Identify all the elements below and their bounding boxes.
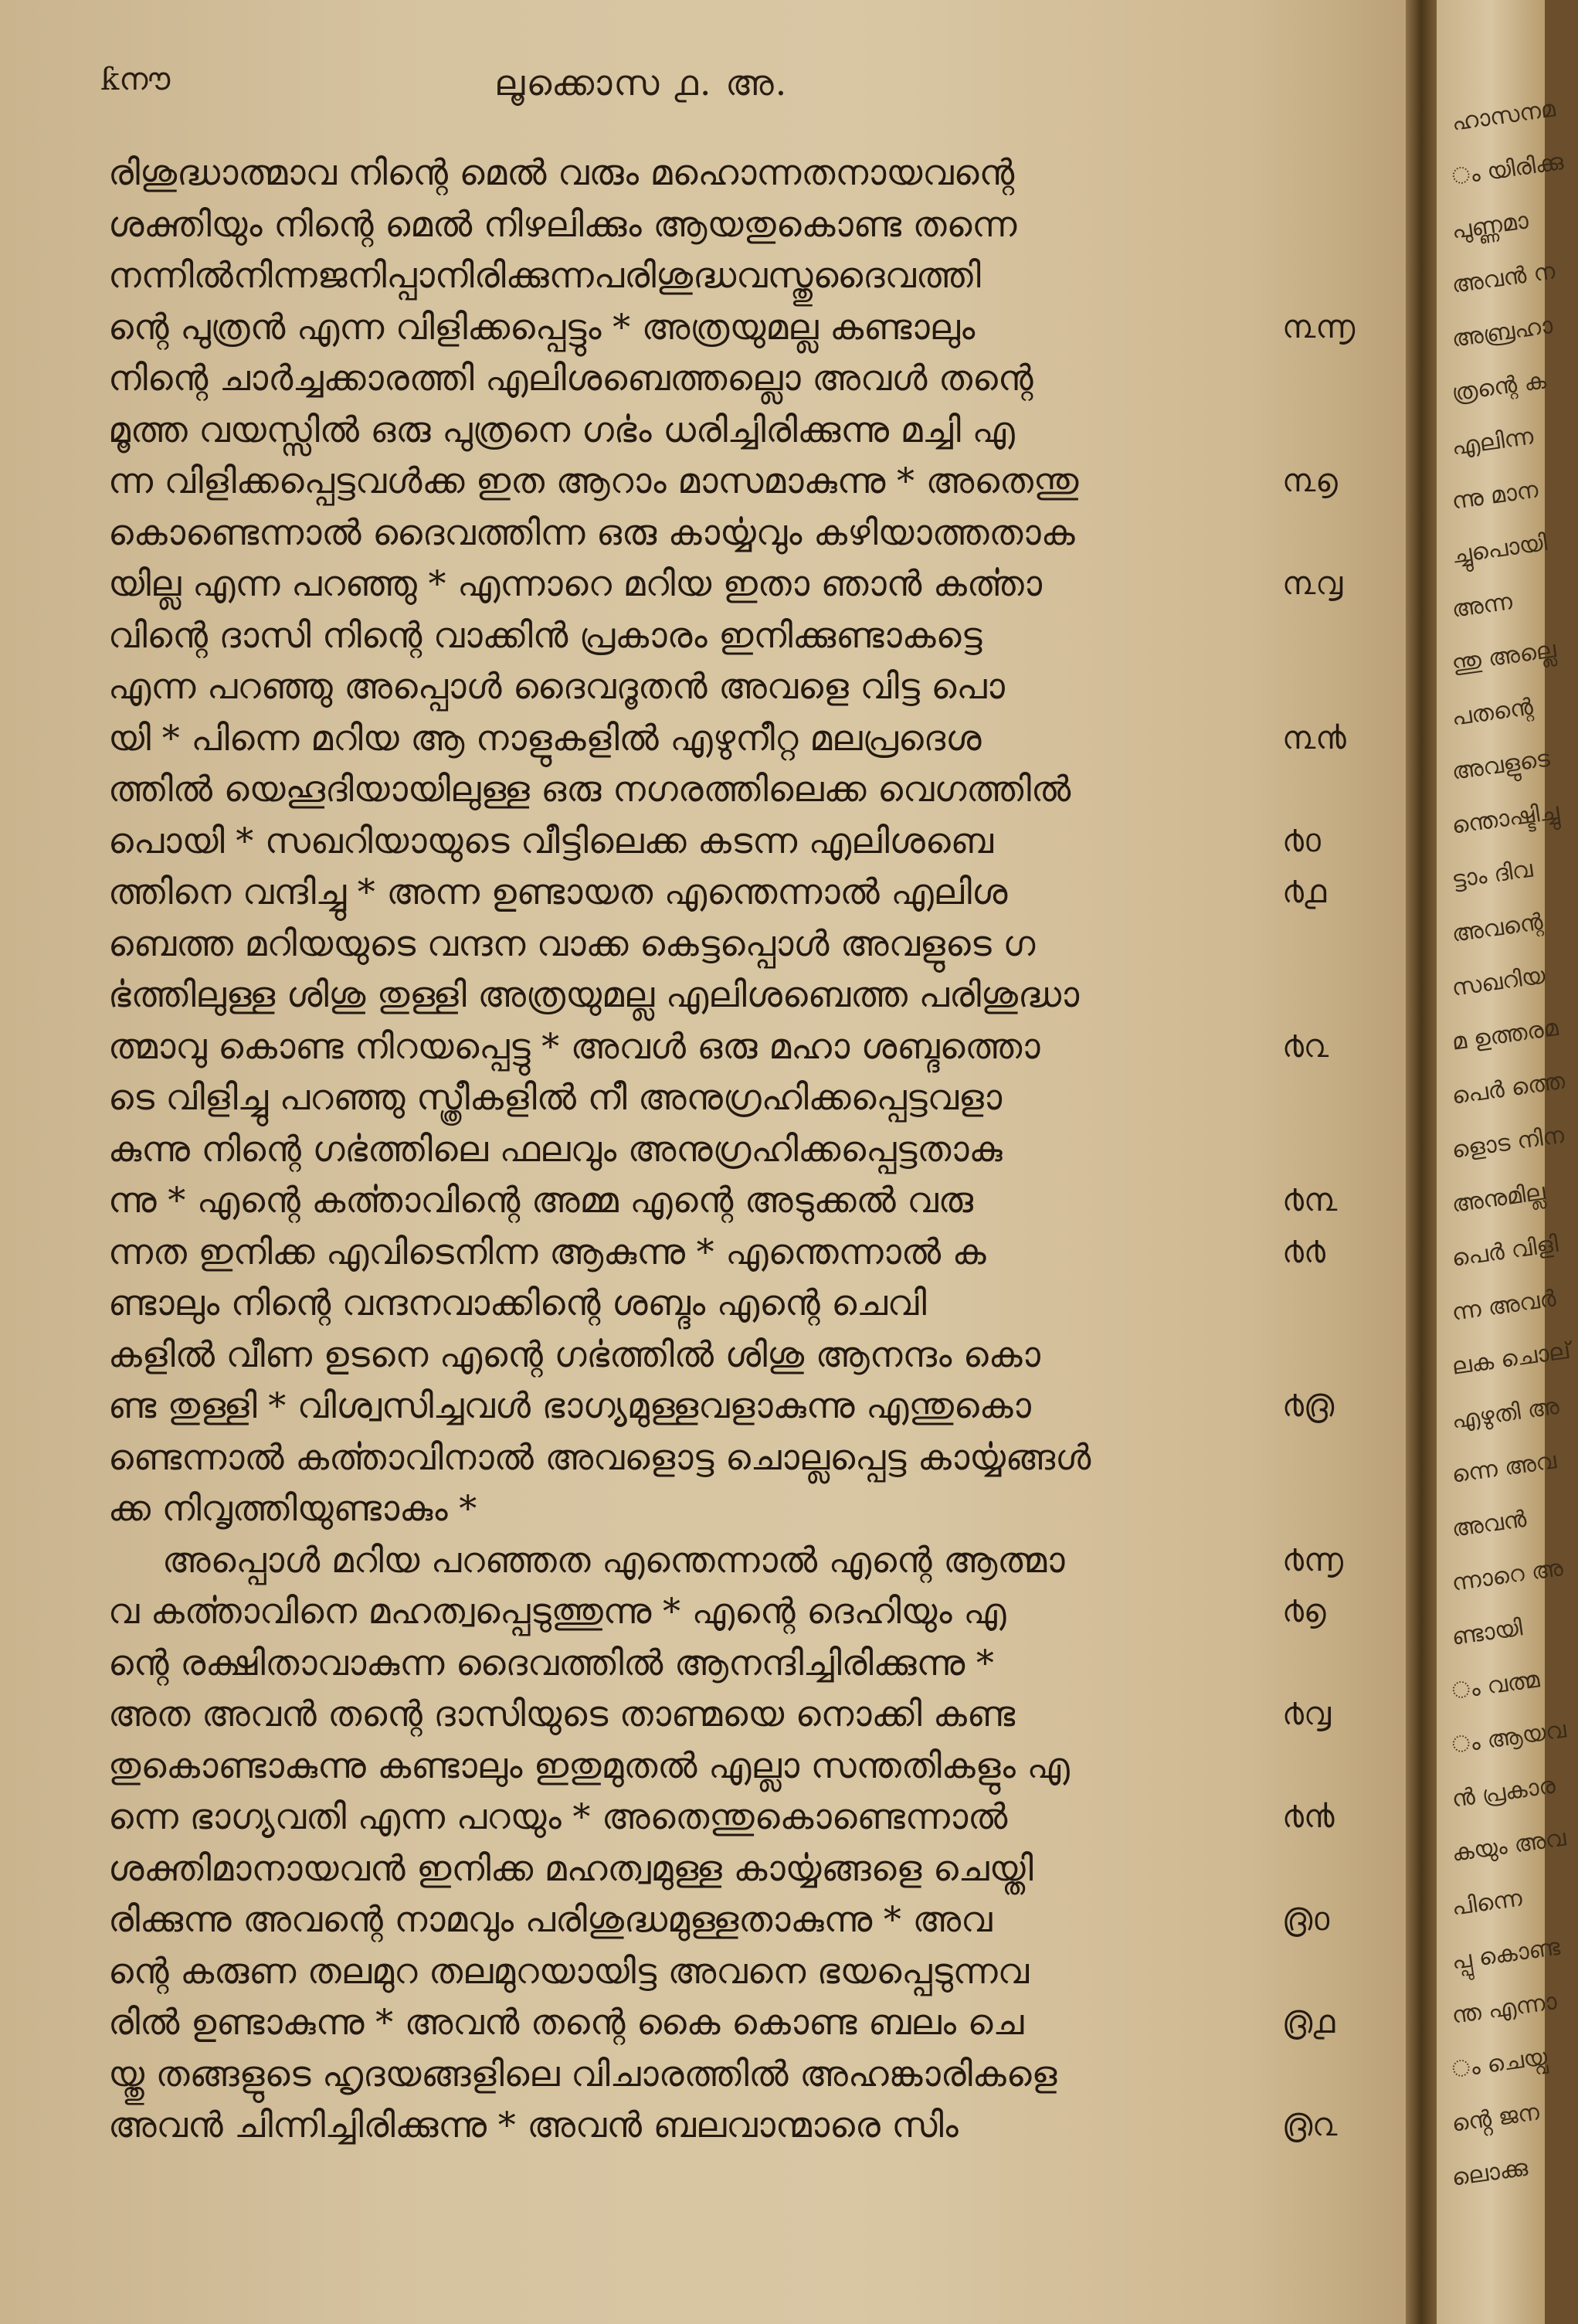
next-page-fragment: അവൻ ന xyxy=(1450,257,1557,299)
line-text: കൊണ്ടെന്നാൽ ദൈവത്തിന്ന ഒരു കാൎയ്യവും കഴിയാത്തതാക xyxy=(108,511,1075,553)
next-page-fragment: ച്ചുപൊയി xyxy=(1450,528,1549,569)
next-page-fragment: പതന്റെ xyxy=(1450,693,1535,732)
verse-number: ൫൨ xyxy=(1282,2105,1338,2143)
verse-number: ൪൫ xyxy=(1282,1386,1335,1424)
next-page-fragment: അവൻ xyxy=(1450,1505,1529,1543)
next-page-fragment: ന്നെ അവ xyxy=(1450,1447,1558,1489)
next-page-fragment: ന്നാറെ അ xyxy=(1450,1554,1565,1597)
line-text: ബെത്ത മറിയയുടെ വന്ദന വാക്ക കെട്ടപ്പൊൾ അവളുടെ ഗ xyxy=(108,922,1036,964)
verse-number: ൩൮ xyxy=(1282,564,1343,602)
next-page-fragment: ണ്ടായി xyxy=(1450,1614,1525,1651)
text-line xyxy=(108,1174,1383,1225)
next-page-fragment: ത്രന്റെ ക xyxy=(1450,367,1548,407)
verse-number: ൪൮ xyxy=(1282,1694,1331,1732)
text-line xyxy=(108,199,1383,250)
text-line xyxy=(108,969,1383,1020)
line-text: അത അവൻ തന്റെ ദാസിയുടെ താണ്മയെ നൊക്കി കണ്ട xyxy=(108,1693,1016,1735)
line-text: ക്ക നിവൃത്തിയുണ്ടാകും * xyxy=(108,1487,477,1529)
line-text: ന്റെ രക്ഷിതാവാകുന്ന ദൈവത്തിൽ ആനന്ദിച്ചിരിക്കുന്നു * xyxy=(108,1641,994,1684)
text-line xyxy=(108,1329,1383,1380)
line-text: അവൻ ചിന്നിച്ചിരിക്കുന്നു * അവൻ ബലവാന്മാരെ സിം xyxy=(108,2104,959,2146)
next-page-fragment: പെർ വിളി xyxy=(1450,1230,1560,1272)
text-line xyxy=(108,1534,1383,1585)
line-text: ൎഭത്തിലുള്ള ശിശു തുള്ളി അത്രയുമല്ല എലിശബെത്ത പരിശുദ്ധാ xyxy=(108,973,1080,1015)
next-page-fragment: ന്നു മാന xyxy=(1450,476,1540,515)
page-header xyxy=(100,62,1259,116)
line-text: വിന്റെ ദാസി നിന്റെ വാക്കിൻ പ്രകാരം ഇനിക്കുണ്ടാകട്ടെ xyxy=(108,613,982,656)
line-text: തുകൊണ്ടാകുന്നു കണ്ടാലും ഇതുമുതൽ എല്ലാ സന്തതികളും എ xyxy=(108,1744,1070,1786)
verse-number: ൩൯ xyxy=(1282,718,1346,756)
text-line xyxy=(108,2048,1383,2099)
text-line xyxy=(108,1894,1383,1945)
verse-number: ൩൭ xyxy=(1282,461,1338,499)
line-text: മൂത്ത വയസ്സിൽ ഒരു പുത്രനെ ഗൎഭം ധരിച്ചിരിക്കുന്നു മച്ചി എ xyxy=(108,408,1015,450)
line-text: ശക്തിയും നിന്റെ മെൽ നിഴലിക്കും ആയതുകൊണ്ട തന്നെ xyxy=(108,202,1017,245)
line-text: ന്റെ കരുണ തലമുറ തലമുറയായിട്ട അവനെ ഭയപ്പെടുന്നവ xyxy=(108,1949,1030,1992)
line-text: രിൽ ഉണ്ടാകുന്നു * അവൻ തന്റെ കൈ കൊണ്ട ബലം ചെ xyxy=(108,2001,1024,2043)
line-text: രിശുദ്ധാത്മാവ നിന്റെ മെൽ വരും മഹൊന്നതനായവന്റെ xyxy=(108,151,1015,193)
next-page-fragment: അബ്രഹാ xyxy=(1450,311,1555,353)
text-line xyxy=(108,1432,1383,1483)
line-text: ന്ന വിളിക്കപ്പെട്ടവൾക്ക ഇത ആറാം മാസമാകുന്നു * അതെന്തു xyxy=(108,460,1079,501)
text-line xyxy=(108,1688,1383,1739)
verse-number: ൪൪ xyxy=(1282,1232,1325,1270)
next-page-fragment: ലൊക്കു xyxy=(1450,2154,1530,2192)
text-line xyxy=(108,1637,1383,1688)
book-gutter xyxy=(1406,0,1437,2324)
text-line xyxy=(108,815,1383,866)
text-line xyxy=(108,918,1383,969)
next-page-fragment: സഖറിയ xyxy=(1450,962,1547,1002)
text-line xyxy=(108,301,1383,352)
next-page-fragment: ന്ത എന്നാ xyxy=(1450,1988,1559,2030)
text-line xyxy=(108,1945,1383,1996)
page-number: ƙനൗ xyxy=(100,62,171,97)
verse-number: ൫൧ xyxy=(1282,2003,1335,2040)
next-page-fragment: അവളുടെ xyxy=(1450,745,1552,786)
line-text: നിന്റെ ചാർച്ചക്കാരത്തി എലിശബെത്തല്ലൊ അവൾ തന്റെ xyxy=(108,357,1033,399)
text-line xyxy=(108,1843,1383,1894)
verse-number: ൪൬ xyxy=(1282,1540,1343,1578)
next-page-fragment: ൻ്റെ ജന xyxy=(1450,2098,1542,2138)
verse-number: ൪൨ xyxy=(1282,1026,1329,1065)
text-line xyxy=(108,558,1383,609)
next-page-fragment: പിന്നെ xyxy=(1450,1884,1524,1921)
next-page-fragment: ഹാസനമ xyxy=(1450,95,1557,137)
text-line xyxy=(108,1380,1383,1431)
line-text: യ്തു തങ്ങളുടെ ഹൃദയങ്ങളിലെ വിചാരത്തിൽ അഹങ്കാരികളെ xyxy=(108,2052,1057,2095)
line-text: പൊയി * സഖറിയായുടെ വീട്ടിലെക്ക കടന്ന എലിശബെ xyxy=(108,819,994,861)
line-text: ത്തിനെ വന്ദിച്ചു * അന്ന ഉണ്ടായത എന്തെന്നാൽ എലിശ xyxy=(108,871,1008,912)
verse-number: ൩൬ xyxy=(1282,307,1356,345)
line-text: ന്നു * എന്റെ കൎത്താവിന്റെ അമ്മ എന്റെ അടുക്കൽ വരു xyxy=(108,1179,974,1221)
text-line xyxy=(108,661,1383,712)
text-line xyxy=(108,610,1383,661)
line-text: ശക്തിമാനായവൻ ഇനിക്ക മഹത്വമുള്ള കാൎയ്യങ്ങളെ ചെയ്തി xyxy=(108,1847,1033,1889)
next-page-fragment: കയും അവ xyxy=(1450,1824,1568,1867)
line-text: ണ്ടെന്നാൽ കൎത്താവിനാൽ അവളൊട്ട ചൊല്ലപ്പെട്ട കാൎയ്യങ്ങൾ xyxy=(108,1436,1091,1478)
line-text: വ കൎത്താവിനെ മഹത്വപ്പെടുത്തുന്നു * എന്റെ ദെഹിയും എ xyxy=(108,1590,1006,1632)
next-page-fragment: ളൊട നിന xyxy=(1450,1121,1566,1164)
text-line xyxy=(108,1585,1383,1636)
verse-number: ൪൧ xyxy=(1282,872,1327,910)
line-text: നന്നിൽനിന്നജനിപ്പാനിരിക്കുന്നപരിശുദ്ധവസ്തുദൈവത്തി xyxy=(108,254,981,296)
line-text: കളിൽ വീണ ഉടനെ എന്റെ ഗൎഭത്തിൽ ശിശു ആനന്ദം കൊ xyxy=(108,1333,1040,1375)
line-text: ണ്ട തുള്ളി * വിശ്വസിച്ചവൾ ഭാഗ്യമുള്ളവളാകുന്നു എന്തുകൊ xyxy=(108,1385,1031,1426)
text-line xyxy=(108,507,1383,558)
next-page-edge xyxy=(1437,0,1573,2324)
line-text: യില്ല എന്ന പറഞ്ഞു * എന്നാറെ മറിയ ഇതാ ഞാൻ കൎത്താ xyxy=(108,562,1042,604)
text-line xyxy=(108,1021,1383,1072)
text-line xyxy=(108,1072,1383,1123)
line-text: ന്റെ പുത്രൻ എന്ന വിളിക്കപ്പെട്ടും * അത്രയുമല്ല കണ്ടാലും xyxy=(108,305,976,348)
text-line xyxy=(108,2099,1383,2150)
verse-number: ൪൭ xyxy=(1282,1592,1326,1629)
next-page-fragment: പുണ്ണമാ xyxy=(1450,207,1530,245)
next-page-fragment: ം വത്മ xyxy=(1450,1666,1542,1705)
next-page-fragment: ന്തു അല്ലെ xyxy=(1450,636,1558,678)
verse-number: ൪൩ xyxy=(1282,1181,1338,1218)
next-page-fragment: ന്തൊഷ്ടിച്ചു xyxy=(1450,797,1561,840)
next-page-fragment: ം ചെയ്വ xyxy=(1450,2043,1549,2084)
text-line xyxy=(108,866,1383,917)
text-line xyxy=(108,763,1383,814)
text-line xyxy=(108,455,1383,506)
text-line xyxy=(108,1483,1383,1534)
next-page-fragment: ലക ചൊല് xyxy=(1450,1337,1573,1381)
text-line xyxy=(108,352,1383,403)
line-text: ണ്ടാലും നിന്റെ വന്ദനവാക്കിന്റെ ശബ്ദം എന്റെ ചെവി xyxy=(108,1282,927,1323)
next-page-fragment: ട്ടാം ദിവ xyxy=(1450,855,1535,894)
verse-number: ൫൦ xyxy=(1282,1900,1330,1938)
verse-number: ൪൦ xyxy=(1282,821,1321,859)
line-text: ത്തിൽ യെഹൂദിയായിലുള്ള ഒരു നഗരത്തിലെക്ക വെഗത്തിൽ xyxy=(108,768,1071,810)
line-text: കുന്നു നിന്റെ ഗൎഭത്തിലെ ഫലവും അനുഗ്രഹിക്കപ്പെട്ടതാകു xyxy=(108,1127,1003,1170)
next-page-fragment: മ ഉത്തരമ xyxy=(1450,1014,1560,1056)
next-page-fragment: ൻ പ്രകാര xyxy=(1450,1772,1557,1813)
line-text: ന്നത ഇനിക്ക എവിടെനിന്ന ആകുന്നു * എന്തെന്നാൽ ക xyxy=(108,1230,986,1272)
next-page-fragment: പ്പു കൊണ്ട xyxy=(1450,1933,1563,1976)
next-page-fragment: ന്ന അവർ xyxy=(1450,1285,1558,1327)
text-line xyxy=(108,404,1383,455)
text-line xyxy=(108,147,1383,198)
line-text: ന്നെ ഭാഗ്യവതി എന്ന പറയും * അതെന്തുകൊണ്ടെന്നാൽ xyxy=(108,1796,1008,1837)
next-page-fragment: ം ആയവ xyxy=(1450,1716,1568,1759)
verse-number: ൪൯ xyxy=(1282,1797,1335,1835)
text-line xyxy=(108,712,1383,763)
text-line xyxy=(108,1791,1383,1842)
line-text: രിക്കുന്നു അവന്റെ നാമവും പരിശുദ്ധമുള്ളതാകുന്നു * അവ xyxy=(108,1898,993,1940)
next-page-fragment: എലിന്ന xyxy=(1450,423,1536,461)
next-page-fragment: അന്ന xyxy=(1450,588,1515,623)
text-line xyxy=(108,1277,1383,1328)
next-page-fragment: അവന്റെ xyxy=(1450,908,1545,948)
text-line xyxy=(108,1226,1383,1277)
next-page-fragment: പെർ ത്തെ xyxy=(1450,1067,1567,1110)
running-title: ലൂക്കൊസ ൧. അ. xyxy=(494,62,789,104)
next-page-fragment: ം യിരിക്കു xyxy=(1450,148,1566,191)
text-line xyxy=(108,1123,1383,1174)
line-text: ടെ വിളിച്ചു പറഞ്ഞു സ്ത്രീകളിൽ നീ അനുഗ്രഹിക്കപ്പെട്ടവളാ xyxy=(108,1076,1003,1118)
text-line xyxy=(108,1996,1383,2047)
next-page-fragment: അനുമില്ല xyxy=(1450,1178,1547,1218)
next-page-fragment: എഴുതി അ xyxy=(1450,1392,1561,1435)
line-text: യി * പിന്നെ മറിയ ആ നാളുകളിൽ എഴുനീറ്റ മലപ്രദെശ xyxy=(108,716,982,759)
text-line xyxy=(108,1740,1383,1791)
line-text: അപ്പൊൾ മറിയ പറഞ്ഞത എന്തെന്നാൽ എന്റെ ആത്മാ xyxy=(162,1538,1065,1581)
line-text: എന്ന പറഞ്ഞു അപ്പൊൾ ദൈവദൂതൻ അവളെ വിട്ട പൊ xyxy=(108,665,1005,707)
text-line xyxy=(108,250,1383,301)
line-text: ത്മാവു കൊണ്ട നിറയപ്പെട്ടു * അവൾ ഒരു മഹാ ശബ്ദത്തൊ xyxy=(108,1024,1040,1067)
